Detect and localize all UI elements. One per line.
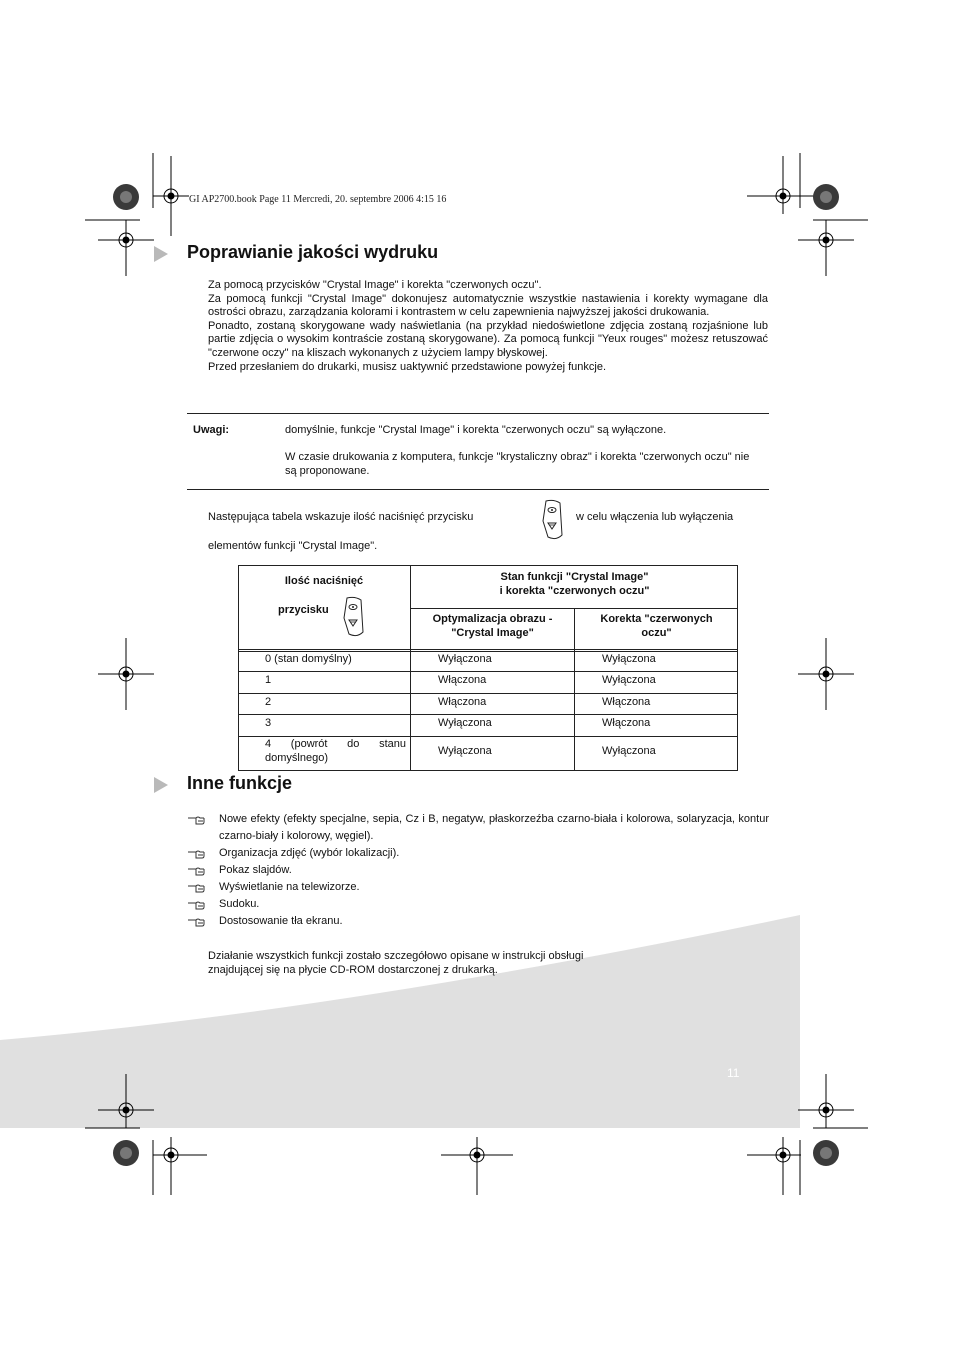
header-group (411, 570, 738, 598)
paragraph: Ponadto, zostaną skorygowane wady naświetlania (na przykład niedoświetlone zdjęcia zostaną rozjaśnione lub partie zdjęcia o wysokim kontraście zostaną skorygowane). Za pomocą funkcji "Yeux rouges" możesz retuszować "czerwone oczy" na kliszach wykonanych z użyciem lampy błyskowej. (208, 319, 768, 359)
list-item (187, 896, 769, 913)
header-count: przycisku (278, 604, 329, 616)
section-arrow-icon (154, 246, 168, 262)
pointing-hand-icon (187, 848, 205, 860)
table-cell-redeye: Wyłączona (602, 653, 656, 665)
header-crystal (411, 612, 574, 640)
table-cell-crystal: Wyłączona (438, 745, 492, 757)
crystal-button-icon (342, 596, 364, 638)
table-cell-crystal: Włączona (438, 674, 487, 686)
list-item-text: Sudoku. (219, 898, 260, 910)
features-list (187, 811, 769, 930)
section-title: Inne funkcje (187, 773, 293, 793)
list-item-text: Nowe efekty (efekty specjalne, sepia, Cz i B, negatyw, płaskorzeźba czarno-biała i kolorowa, solaryzacja, kontur czarno-biały i kolorowy, węgiel). (219, 813, 769, 842)
paragraph: Za pomocą funkcji "Crystal Image" dokonujesz automatycznie wszystkie nastawienia i korekty wymagane dla ostrości obrazu, zarządzania kolorami i kontrastem w celu zapewnienia najwyższej jakości drukowania. (208, 292, 768, 319)
header-line: oczu" (641, 627, 672, 639)
page-number: 11 (727, 1066, 740, 1080)
table-cell-crystal: Włączona (438, 696, 487, 708)
header-count: Ilość naciśnięć (284, 575, 364, 587)
table-cell-count: 1 (265, 674, 272, 686)
header-line: Korekta "czerwonych (600, 613, 713, 625)
table-intro-text: elementów funkcji "Crystal Image". (208, 540, 378, 552)
table-cell-count: 4 (powrót do stanu domyślnego) (265, 738, 406, 764)
list-item (187, 845, 769, 862)
pointing-hand-icon (187, 865, 205, 877)
notes-label: Uwagi: (193, 424, 230, 436)
list-item-text: Organizacja zdjęć (wybór lokalizacji). (219, 847, 400, 859)
note-text: domyślnie, funkcje "Crystal Image" i korekta "czerwonych oczu" są wyłączone. (285, 424, 667, 436)
section-title: Poprawianie jakości wydruku (187, 242, 439, 262)
table-cell-count: 0 (stan domyślny) (265, 653, 352, 665)
table-intro-text: Następująca tabela wskazuje ilość naciśnięć przycisku (208, 511, 474, 523)
header-line: "Crystal Image" (451, 627, 534, 639)
table-cell-redeye: Wyłączona (602, 745, 656, 757)
header-group-line: i korekta "czerwonych oczu" (499, 585, 650, 597)
crystal-button-icon (540, 499, 564, 541)
table-cell-crystal: Wyłączona (438, 717, 492, 729)
notes-box (187, 413, 769, 490)
pointing-hand-icon (187, 814, 205, 826)
table-cell-count: 2 (265, 696, 272, 708)
functions-table (238, 565, 738, 771)
header-redeye (575, 612, 738, 640)
list-item-text: Pokaz slajdów. (219, 864, 292, 876)
section-arrow-icon (154, 777, 168, 793)
list-item (187, 811, 769, 845)
table-cell-count: 3 (265, 717, 272, 729)
pointing-hand-icon (187, 899, 205, 911)
table-cell-redeye: Włączona (602, 696, 651, 708)
closing-paragraph: Działanie wszystkich funkcji zostało szczegółowo opisane w instrukcji obsługi znajdującej się na płycie CD-ROM dostarczonej z drukarką. (208, 950, 584, 976)
table-cell-crystal: Wyłączona (438, 653, 492, 665)
table-cell-redeye: Wyłączona (602, 674, 656, 686)
list-item (187, 862, 769, 879)
note-text: W czasie drukowania z komputera, funkcje "krystaliczny obraz" i korekta "czerwonych oczu" nie są proponowane. (285, 451, 750, 477)
pointing-hand-icon (187, 882, 205, 894)
table-cell-redeye: Włączona (602, 717, 651, 729)
table-intro-text: w celu włączenia lub wyłączenia (576, 511, 734, 523)
header-line: Optymalizacja obrazu - (432, 613, 553, 625)
list-item (187, 913, 769, 930)
list-item-text: Wyświetlanie na telewizorze. (219, 881, 360, 893)
paragraph: Za pomocą przycisków "Crystal Image" i korekta "czerwonych oczu". (208, 279, 542, 291)
pointing-hand-icon (187, 916, 205, 928)
section-body (208, 279, 768, 374)
list-item-text: Dostosowanie tła ekranu. (219, 915, 343, 927)
print-header: GI AP2700.book Page 11 Mercredi, 20. septembre 2006 4:15 16 (189, 194, 447, 205)
paragraph: Przed przesłaniem do drukarki, musisz uaktywnić przedstawione powyżej funkcje. (208, 360, 607, 373)
list-item (187, 879, 769, 896)
header-group-line: Stan funkcji "Crystal Image" (500, 571, 649, 583)
